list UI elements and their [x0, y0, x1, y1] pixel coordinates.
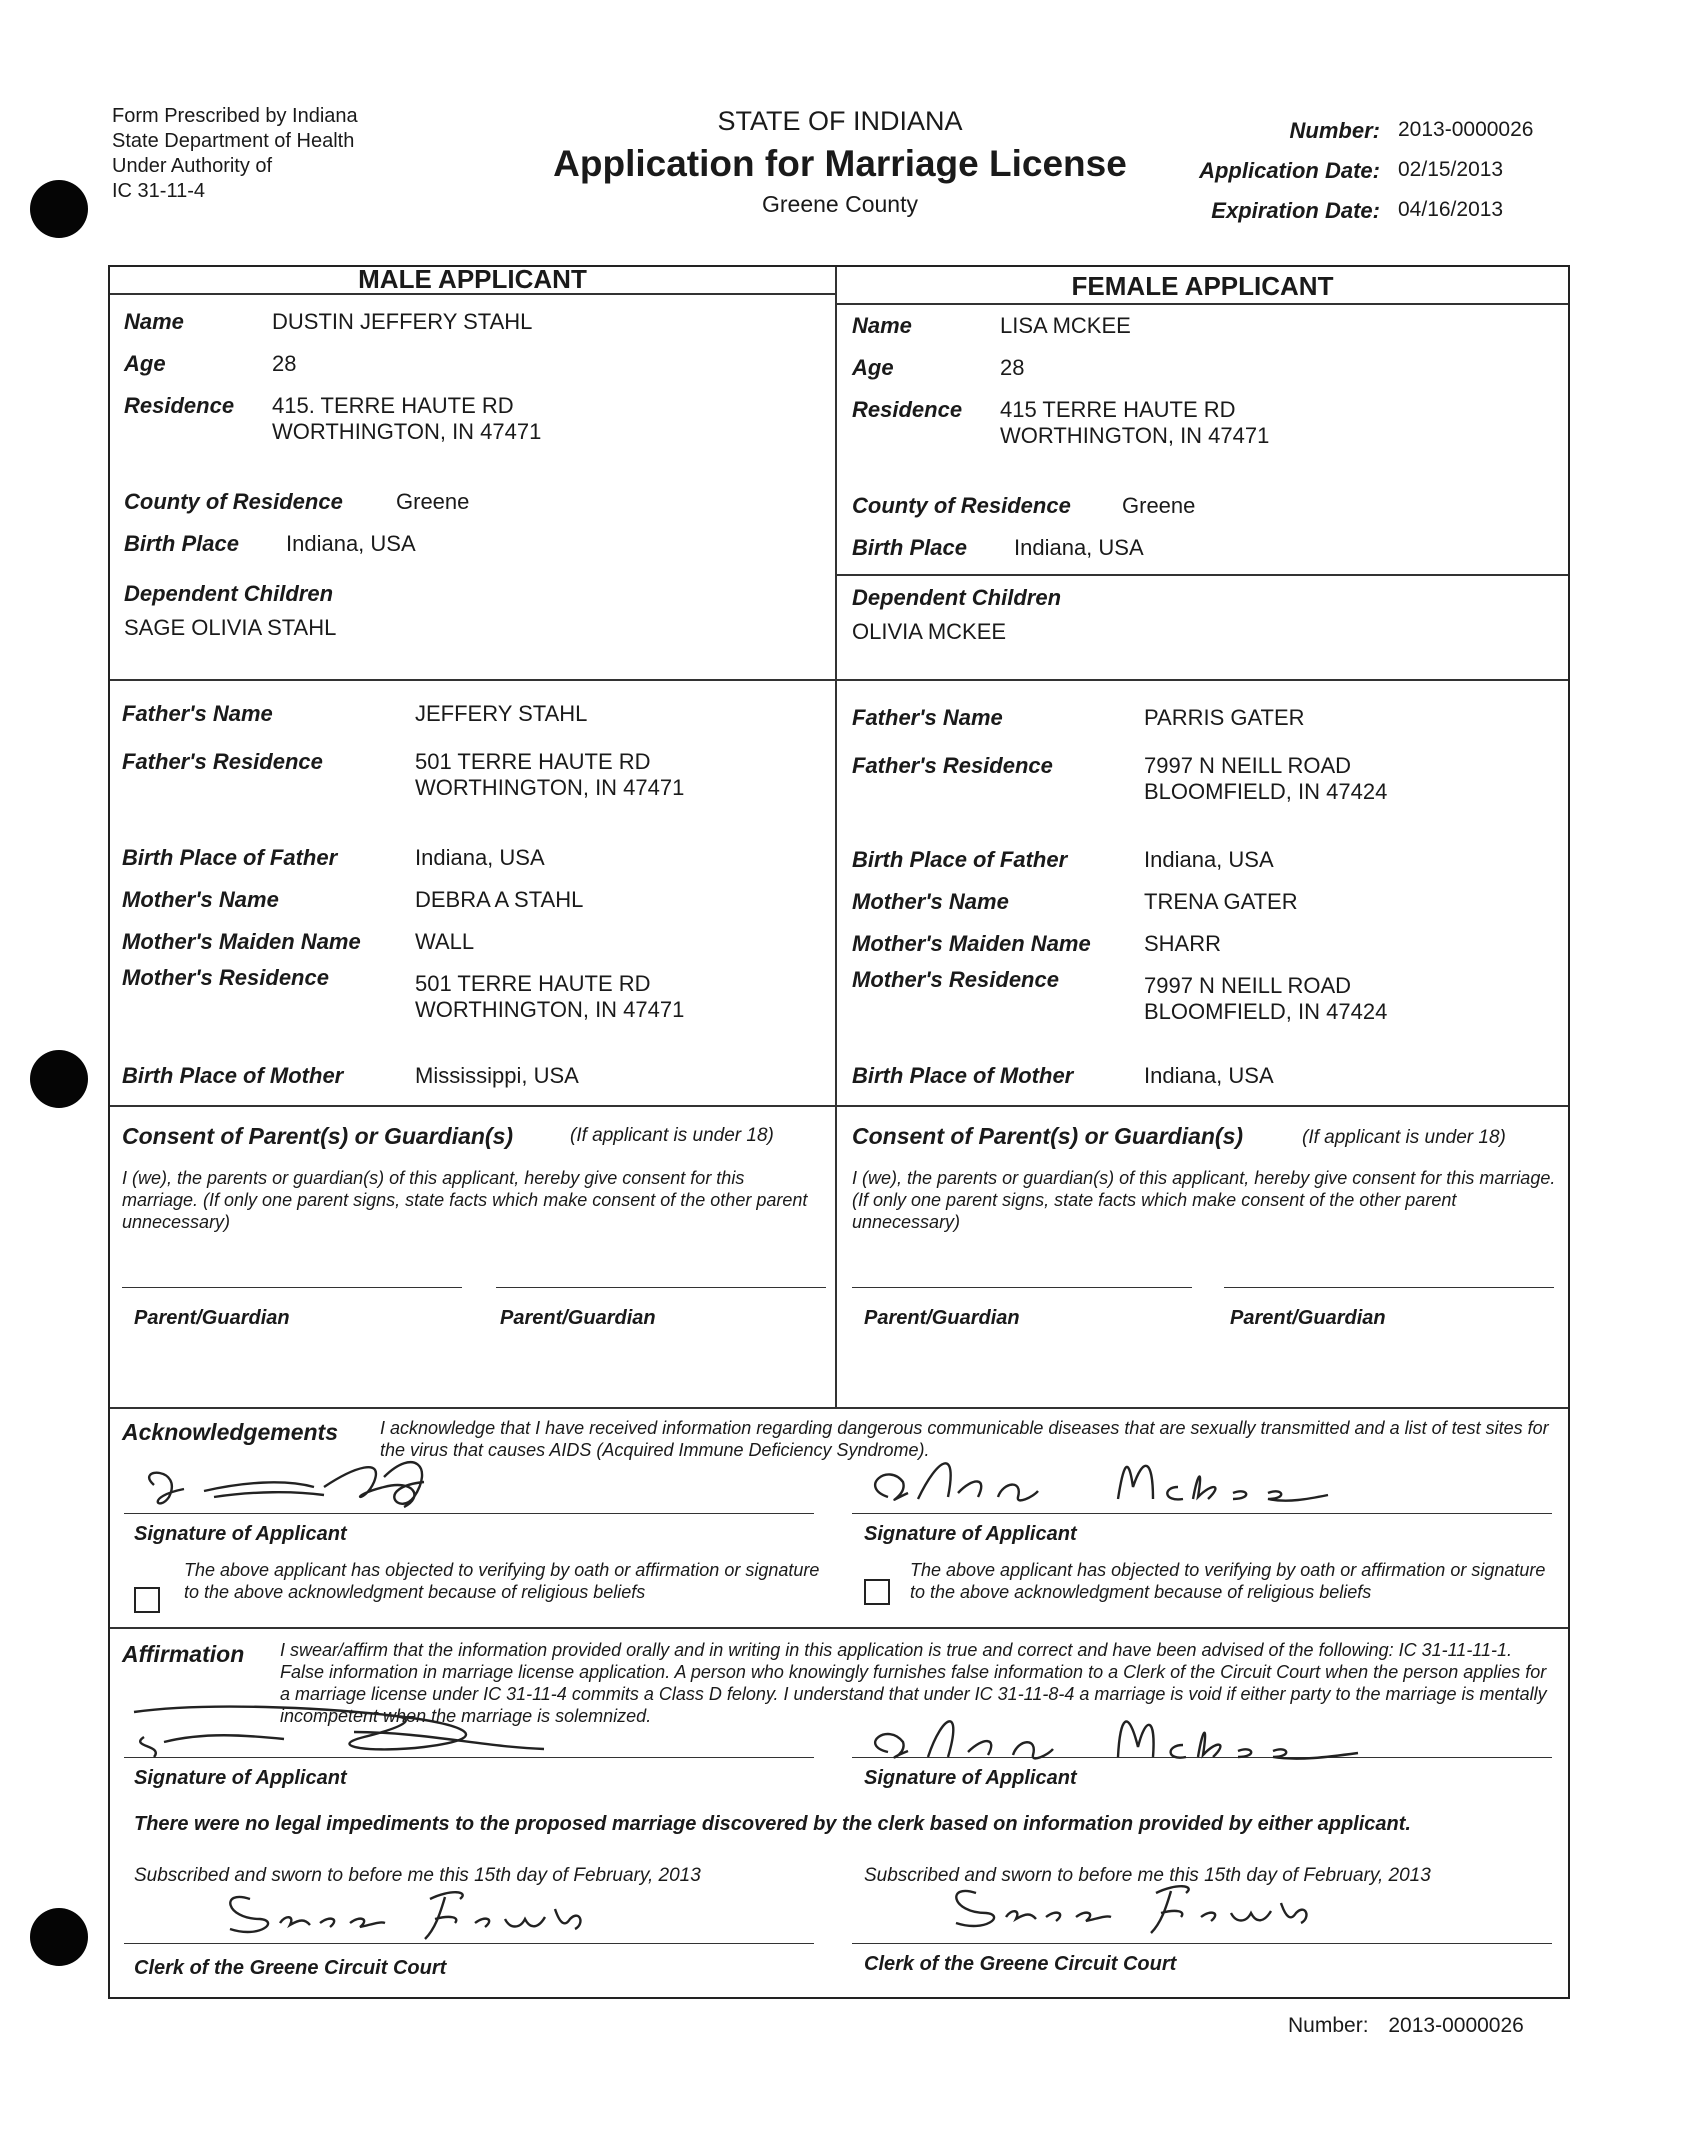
consent-note: (If applicant is under 18) — [570, 1125, 774, 1146]
female-father-res2: BLOOMFIELD, IN 47424 — [1144, 779, 1388, 804]
parent-guardian-label: Parent/Guardian — [1230, 1307, 1386, 1329]
male-father-name: JEFFERY STAHL — [415, 701, 588, 726]
number-label: Number: — [1289, 118, 1380, 143]
birth-place-mother-label: Birth Place of Mother — [852, 1063, 1074, 1088]
age-label: Age — [124, 351, 166, 376]
consent-title: Consent of Parent(s) or Guardian(s) — [852, 1123, 1244, 1149]
divider — [110, 1627, 1568, 1629]
app-date-label: Application Date: — [1199, 158, 1380, 183]
objection-text: The above applicant has objected to verifying by oath or affirmation or signature to the above acknowledgment because of religious beliefs — [910, 1560, 1546, 1602]
divider — [110, 1407, 1568, 1409]
birth-place-mother-label: Birth Place of Mother — [122, 1063, 344, 1088]
male-applicant-signature — [124, 1427, 564, 1522]
affirmation-text: I swear/affirm that the information provided orally and in writing in this application is true and correct and have been advised of the following: IC 31-11-11-1. False information in marriage license application. A person who knowingly furnishes false information to a Clerk of the Circuit Court when the person applies for a marriage license under IC 31-11-4 commits a Class D felony. I understand that under IC 31-11-8-4 a marriage is void if either party to the marriage is mentally incompetent when the marriage is solemnized. — [280, 1640, 1547, 1726]
religious-objection-checkbox[interactable] — [864, 1579, 890, 1605]
license-number: 2013-0000026 — [1388, 2014, 1524, 2037]
female-residence-line1: 415 TERRE HAUTE RD — [1000, 397, 1236, 422]
male-birth-place: Indiana, USA — [286, 531, 416, 556]
consent-note: (If applicant is under 18) — [1302, 1127, 1506, 1148]
fathers-name-label: Father's Name — [122, 701, 273, 726]
signature-line — [1224, 1287, 1554, 1288]
religious-objection-checkbox[interactable] — [134, 1587, 160, 1613]
male-mother-maiden: WALL — [415, 929, 475, 954]
county-label: County of Residence — [124, 489, 343, 514]
birth-place-father-label: Birth Place of Father — [852, 847, 1068, 872]
clerk-label: Clerk of the Greene Circuit Court — [864, 1953, 1177, 1975]
mothers-maiden-label: Mother's Maiden Name — [122, 929, 361, 954]
no-impediments-statement: There were no legal impediments to the proposed marriage discovered by the clerk based on information provided by either applicant. — [134, 1813, 1411, 1835]
male-mother-name: DEBRA A STAHL — [415, 887, 584, 912]
exp-date-label: Expiration Date: — [1211, 198, 1380, 223]
signature-of-applicant-label: Signature of Applicant — [134, 1523, 347, 1545]
authority-line: Form Prescribed by Indiana — [112, 105, 358, 127]
fathers-residence-label: Father's Residence — [122, 749, 323, 774]
male-father-res1: 501 TERRE HAUTE RD — [415, 749, 651, 774]
mothers-maiden-label: Mother's Maiden Name — [852, 931, 1091, 956]
license-number: 2013-0000026 — [1398, 118, 1534, 141]
female-applicant-heading: FEMALE APPLICANT — [1071, 271, 1334, 301]
clerk-signature — [220, 1879, 600, 1950]
male-county: Greene — [396, 489, 470, 514]
mothers-name-label: Mother's Name — [122, 887, 279, 912]
female-applicant-signature — [848, 1687, 1408, 1772]
county-name: Greene County — [762, 191, 918, 217]
age-label: Age — [852, 355, 894, 380]
female-mother-birth: Indiana, USA — [1144, 1063, 1274, 1088]
form-title-block — [500, 106, 1180, 218]
state-name: STATE OF INDIANA — [717, 106, 963, 136]
signature-drawing — [848, 1687, 1408, 1767]
parent-guardian-label: Parent/Guardian — [864, 1307, 1020, 1329]
parent-guardian-label: Parent/Guardian — [500, 1307, 656, 1329]
residence-label: Residence — [852, 397, 963, 422]
male-father-birth: Indiana, USA — [415, 845, 545, 870]
subscribed-statement: Subscribed and sworn to before me this 15th day of February, 2013 — [864, 1865, 1431, 1886]
fathers-residence-label: Father's Residence — [852, 753, 1053, 778]
female-father-birth: Indiana, USA — [1144, 847, 1274, 872]
clerk-signature — [946, 1873, 1326, 1944]
affirmation-label: Affirmation — [122, 1641, 245, 1667]
license-meta — [1180, 118, 1640, 238]
birth-place-father-label: Birth Place of Father — [122, 845, 338, 870]
punch-hole — [30, 1050, 88, 1108]
male-mother-res2: WORTHINGTON, IN 47471 — [415, 997, 685, 1022]
signature-drawing — [124, 1687, 564, 1767]
female-applicant-signature — [848, 1427, 1408, 1522]
clerk-label: Clerk of the Greene Circuit Court — [134, 1957, 447, 1979]
female-heading-rule — [837, 303, 1568, 305]
male-mother-res1: 501 TERRE HAUTE RD — [415, 971, 651, 996]
footer-number — [1288, 2014, 1524, 2038]
authority-line: Under Authority of — [112, 155, 273, 177]
application-date: 02/15/2013 — [1398, 158, 1504, 181]
consent-text: I (we), the parents or guardian(s) of this applicant, hereby give consent for this marriage. (If only one parent signs, state facts which make consent of the other parent unnecessary) — [852, 1168, 1556, 1232]
female-birth-place: Indiana, USA — [1014, 535, 1144, 560]
punch-hole — [30, 180, 88, 238]
signature-of-applicant-label: Signature of Applicant — [134, 1767, 347, 1789]
expiration-date: 04/16/2013 — [1398, 198, 1504, 221]
dependent-children-label: Dependent Children — [852, 585, 1062, 610]
signature-line — [496, 1287, 826, 1288]
signature-drawing — [946, 1873, 1326, 1939]
consent-text: I (we), the parents or guardian(s) of this applicant, hereby give consent for this marriage. (If only one parent signs, state facts which make consent of the other parent unnecessary) — [122, 1168, 808, 1232]
form-authority — [112, 104, 442, 204]
mothers-name-label: Mother's Name — [852, 889, 1009, 914]
female-children: OLIVIA MCKEE — [852, 619, 1007, 644]
male-name: DUSTIN JEFFERY STAHL — [272, 309, 533, 334]
name-label: Name — [852, 313, 912, 338]
mothers-residence-label: Mother's Residence — [852, 967, 1059, 992]
divider — [837, 574, 1568, 576]
birth-place-label: Birth Place — [852, 535, 967, 560]
signature-drawing — [124, 1427, 564, 1517]
acknowledgements-label: Acknowledgements — [122, 1419, 338, 1445]
female-age: 28 — [1000, 355, 1025, 380]
signature-line — [852, 1287, 1192, 1288]
birth-place-label: Birth Place — [124, 531, 239, 556]
male-applicant-signature — [124, 1687, 564, 1772]
male-residence-line2: WORTHINGTON, IN 47471 — [272, 419, 542, 444]
signature-drawing — [220, 1879, 600, 1945]
mothers-residence-label: Mother's Residence — [122, 965, 329, 990]
divider — [110, 679, 1568, 681]
signature-of-applicant-label: Signature of Applicant — [864, 1767, 1077, 1789]
dependent-children-label: Dependent Children — [124, 581, 334, 606]
female-father-name: PARRIS GATER — [1144, 705, 1305, 730]
divider — [110, 1105, 1568, 1107]
female-residence-line2: WORTHINGTON, IN 47471 — [1000, 423, 1270, 448]
name-label: Name — [124, 309, 184, 334]
application-form — [108, 265, 1570, 1999]
female-mother-name: TRENA GATER — [1144, 889, 1298, 914]
objection-text: The above applicant has objected to verifying by oath or affirmation or signature to the above acknowledgment because of religious beliefs — [184, 1560, 820, 1602]
consent-title: Consent of Parent(s) or Guardian(s) — [122, 1123, 514, 1149]
female-mother-maiden: SHARR — [1144, 931, 1222, 956]
authority-line: IC 31-11-4 — [112, 180, 206, 202]
county-label: County of Residence — [852, 493, 1071, 518]
parent-guardian-label: Parent/Guardian — [134, 1307, 290, 1329]
male-father-res2: WORTHINGTON, IN 47471 — [415, 775, 685, 800]
authority-line: State Department of Health — [112, 130, 355, 152]
residence-label: Residence — [124, 393, 235, 418]
fathers-name-label: Father's Name — [852, 705, 1003, 730]
female-mother-res2: BLOOMFIELD, IN 47424 — [1144, 999, 1388, 1024]
number-label: Number: — [1288, 2014, 1369, 2037]
male-age: 28 — [272, 351, 297, 376]
male-residence-line1: 415. TERRE HAUTE RD — [272, 393, 514, 418]
male-mother-birth: Mississippi, USA — [415, 1063, 579, 1088]
signature-drawing — [848, 1427, 1408, 1517]
female-county: Greene — [1122, 493, 1196, 518]
page-title: Application for Marriage License — [553, 143, 1127, 184]
male-children: SAGE OLIVIA STAHL — [124, 615, 337, 640]
column-divider — [835, 267, 837, 1407]
signature-of-applicant-label: Signature of Applicant — [864, 1523, 1077, 1545]
subscribed-statement: Subscribed and sworn to before me this 15th day of February, 2013 — [134, 1865, 701, 1886]
signature-line — [122, 1287, 462, 1288]
punch-hole — [30, 1908, 88, 1966]
acknowledgement-text: I acknowledge that I have received information regarding dangerous communicable diseases that are sexually transmitted and a list of test sites for the virus that causes AIDS (Acquired Immune Deficiency Syndrome). — [380, 1418, 1549, 1460]
female-mother-res1: 7997 N NEILL ROAD — [1144, 973, 1352, 998]
female-name: LISA MCKEE — [1000, 313, 1131, 338]
female-father-res1: 7997 N NEILL ROAD — [1144, 753, 1352, 778]
male-applicant-heading: MALE APPLICANT — [358, 264, 587, 294]
